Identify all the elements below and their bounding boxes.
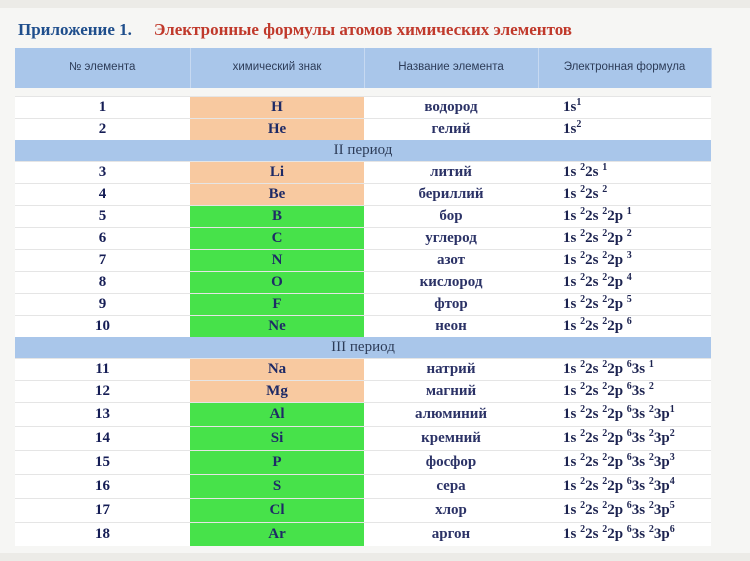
electron-formula <box>538 206 711 228</box>
orbital-label: 1s <box>563 361 581 377</box>
element-row <box>15 184 711 206</box>
electron-count: 2 <box>602 524 608 535</box>
element-row <box>15 451 711 475</box>
element-name: аргон <box>364 523 538 547</box>
electron-formula <box>538 228 711 250</box>
element-name: бор <box>364 206 538 228</box>
element-row <box>15 250 711 272</box>
electron-count: 2 <box>580 359 586 370</box>
orbital-label: 2s <box>585 186 603 202</box>
element-symbol: He <box>190 119 364 141</box>
spacer-row <box>15 88 711 97</box>
orbital-label: 2s <box>585 361 603 377</box>
electron-count: 4 <box>626 272 632 283</box>
orbital-label: 3p <box>653 526 670 542</box>
orbital-label: 3s <box>631 454 649 470</box>
electron-count: 2 <box>580 294 586 305</box>
element-symbol: Be <box>190 184 364 206</box>
element-number: 15 <box>15 451 190 475</box>
element-symbol: H <box>190 97 364 119</box>
electron-formula <box>538 184 711 206</box>
electron-count: 2 <box>580 452 586 463</box>
electron-count: 5 <box>669 500 675 511</box>
orbital-label: 1s <box>563 230 581 246</box>
element-name: алюминий <box>364 403 538 427</box>
element-name: водород <box>364 97 538 119</box>
orbital-label: 2s <box>585 252 603 268</box>
electron-count: 2 <box>580 272 586 283</box>
element-symbol: C <box>190 228 364 250</box>
element-number: 8 <box>15 272 190 294</box>
orbital-label: 2s <box>585 318 603 334</box>
orbital-label: 1s <box>563 454 581 470</box>
electron-formula <box>538 359 711 381</box>
electron-count: 1 <box>626 206 632 217</box>
orbital-label: 1s <box>563 99 577 115</box>
element-symbol: Mg <box>190 381 364 403</box>
element-name: хлор <box>364 499 538 523</box>
element-number: 5 <box>15 206 190 228</box>
electron-count: 2 <box>602 404 608 415</box>
element-number: 18 <box>15 523 190 547</box>
orbital-label: 3s <box>631 430 649 446</box>
electron-count: 1 <box>576 97 582 108</box>
element-row <box>15 381 711 403</box>
electron-count: 2 <box>602 206 608 217</box>
orbital-label: 1s <box>563 208 581 224</box>
orbital-label: 1s <box>563 296 581 312</box>
orbital-label: 2s <box>585 208 603 224</box>
element-name: натрий <box>364 359 538 381</box>
orbital-label: 2s <box>585 478 603 494</box>
electron-count: 6 <box>626 428 632 439</box>
orbital-label: 3p <box>653 478 670 494</box>
electron-count: 2 <box>580 162 586 173</box>
orbital-label: 1s <box>563 526 581 542</box>
element-name: гелий <box>364 119 538 141</box>
electron-count: 2 <box>648 381 654 392</box>
element-name: кремний <box>364 427 538 451</box>
electron-count: 2 <box>602 184 608 195</box>
electron-count: 4 <box>669 476 675 487</box>
orbital-label: 2p <box>607 296 627 312</box>
table-body <box>15 88 711 546</box>
electron-count: 6 <box>626 381 632 392</box>
orbital-label: 1s <box>563 252 581 268</box>
orbital-label: 2s <box>585 526 603 542</box>
electron-count: 6 <box>626 500 632 511</box>
orbital-label: 2p <box>607 383 627 399</box>
element-symbol: S <box>190 475 364 499</box>
electron-count: 2 <box>580 404 586 415</box>
electron-count: 6 <box>626 476 632 487</box>
element-symbol: B <box>190 206 364 228</box>
electron-formula <box>538 294 711 316</box>
electron-count: 2 <box>580 500 586 511</box>
electron-count: 2 <box>580 316 586 327</box>
element-symbol: F <box>190 294 364 316</box>
orbital-label: 2p <box>607 230 627 246</box>
element-row <box>15 427 711 451</box>
element-number: 16 <box>15 475 190 499</box>
orbital-label: 2s <box>585 454 603 470</box>
electron-count: 2 <box>602 476 608 487</box>
electron-formula <box>538 427 711 451</box>
title-text: Электронные формулы атомов химических элементов <box>153 20 572 39</box>
orbital-label: 2s <box>585 406 603 422</box>
orbital-label: 1s <box>563 502 581 518</box>
header-formula: Электронная формула <box>538 48 711 88</box>
orbital-label: 3p <box>653 406 670 422</box>
orbital-label: 3p <box>653 430 670 446</box>
orbital-label: 1s <box>563 406 581 422</box>
orbital-label: 1s <box>563 186 581 202</box>
element-row <box>15 316 711 338</box>
orbital-label: 2p <box>607 208 627 224</box>
electron-count: 2 <box>648 404 654 415</box>
orbital-label: 3s <box>631 406 649 422</box>
element-symbol: Ar <box>190 523 364 547</box>
element-number: 9 <box>15 294 190 316</box>
element-number: 12 <box>15 381 190 403</box>
electron-count: 1 <box>669 404 675 415</box>
orbital-label: 3s <box>631 526 649 542</box>
electron-count: 6 <box>669 524 675 535</box>
element-name: углерод <box>364 228 538 250</box>
element-number: 13 <box>15 403 190 427</box>
electron-formula <box>538 97 711 119</box>
electron-count: 2 <box>648 524 654 535</box>
electron-count: 2 <box>602 228 608 239</box>
orbital-label: 2p <box>607 318 627 334</box>
electron-count: 2 <box>648 452 654 463</box>
electron-count: 2 <box>602 359 608 370</box>
orbital-label: 2p <box>607 478 627 494</box>
electron-count: 2 <box>648 428 654 439</box>
orbital-label: 2p <box>607 430 627 446</box>
electron-count: 2 <box>580 381 586 392</box>
spacer-cell <box>15 88 711 97</box>
orbital-label: 2s <box>585 230 603 246</box>
orbital-label: 1s <box>563 478 581 494</box>
header-row <box>15 48 711 88</box>
period-row <box>15 337 711 359</box>
element-name: литий <box>364 162 538 184</box>
electron-count: 2 <box>580 428 586 439</box>
element-symbol: Ne <box>190 316 364 338</box>
orbital-label: 3s <box>631 383 649 399</box>
electron-count: 2 <box>602 316 608 327</box>
orbital-label: 1s <box>563 164 581 180</box>
element-name: сера <box>364 475 538 499</box>
element-number: 4 <box>15 184 190 206</box>
electron-formula <box>538 162 711 184</box>
element-symbol: Si <box>190 427 364 451</box>
orbital-label: 2p <box>607 526 627 542</box>
electron-count: 2 <box>602 428 608 439</box>
title-prefix: Приложение 1. <box>18 20 132 39</box>
orbital-label: 2p <box>607 454 627 470</box>
element-name: бериллий <box>364 184 538 206</box>
electron-count: 2 <box>580 476 586 487</box>
element-name: кислород <box>364 272 538 294</box>
element-number: 1 <box>15 97 190 119</box>
electron-count: 1 <box>648 359 654 370</box>
electron-count: 2 <box>669 428 675 439</box>
electron-count: 2 <box>602 381 608 392</box>
element-name: магний <box>364 381 538 403</box>
element-symbol: P <box>190 451 364 475</box>
element-symbol: Cl <box>190 499 364 523</box>
period-label: II период <box>15 140 711 162</box>
electron-formula <box>538 119 711 141</box>
element-row <box>15 403 711 427</box>
element-number: 10 <box>15 316 190 338</box>
electron-formula <box>538 451 711 475</box>
electron-count: 6 <box>626 524 632 535</box>
element-number: 3 <box>15 162 190 184</box>
electron-count: 2 <box>580 184 586 195</box>
electron-count: 5 <box>626 294 632 305</box>
element-number: 6 <box>15 228 190 250</box>
orbital-label: 3s <box>631 478 649 494</box>
header-symbol: химический знак <box>190 48 364 88</box>
element-row <box>15 475 711 499</box>
orbital-label: 3p <box>653 502 670 518</box>
element-row <box>15 499 711 523</box>
orbital-label: 1s <box>563 121 577 137</box>
electron-formula <box>538 316 711 338</box>
element-name: азот <box>364 250 538 272</box>
orbital-label: 2s <box>585 502 603 518</box>
element-row <box>15 294 711 316</box>
electron-count: 2 <box>602 294 608 305</box>
electron-count: 2 <box>602 452 608 463</box>
electron-count: 2 <box>576 119 582 130</box>
orbital-label: 2p <box>607 361 627 377</box>
electron-count: 2 <box>648 500 654 511</box>
electron-count: 2 <box>580 206 586 217</box>
electron-formula <box>538 272 711 294</box>
orbital-label: 3p <box>653 454 670 470</box>
element-symbol: Li <box>190 162 364 184</box>
electron-count: 2 <box>580 250 586 261</box>
orbital-label: 2s <box>585 383 603 399</box>
orbital-label: 3s <box>631 361 649 377</box>
element-symbol: O <box>190 272 364 294</box>
element-row <box>15 228 711 250</box>
electron-formula <box>538 523 711 547</box>
element-row <box>15 206 711 228</box>
electron-formula <box>538 403 711 427</box>
element-row <box>15 523 711 547</box>
electron-formula <box>538 250 711 272</box>
electron-count: 2 <box>602 500 608 511</box>
orbital-label: 2p <box>607 406 627 422</box>
orbital-label: 2p <box>607 502 627 518</box>
electron-formula-table <box>15 48 711 546</box>
period-row <box>15 140 711 162</box>
electron-count: 6 <box>626 404 632 415</box>
electron-formula <box>538 381 711 403</box>
orbital-label: 1s <box>563 383 581 399</box>
orbital-label: 2p <box>607 252 627 268</box>
electron-formula <box>538 499 711 523</box>
orbital-label: 1s <box>563 430 581 446</box>
element-row <box>15 272 711 294</box>
element-number: 11 <box>15 359 190 381</box>
electron-count: 2 <box>626 228 632 239</box>
element-symbol: Al <box>190 403 364 427</box>
element-row <box>15 119 711 141</box>
electron-count: 2 <box>602 272 608 283</box>
element-number: 7 <box>15 250 190 272</box>
electron-count: 6 <box>626 359 632 370</box>
page-title <box>18 20 572 40</box>
electron-count: 2 <box>648 476 654 487</box>
period-label: III период <box>15 337 711 359</box>
element-name: фосфор <box>364 451 538 475</box>
orbital-label: 2s <box>585 296 603 312</box>
orbital-label: 1s <box>563 274 581 290</box>
orbital-label: 2p <box>607 274 627 290</box>
element-name: фтор <box>364 294 538 316</box>
element-symbol: Na <box>190 359 364 381</box>
element-number: 17 <box>15 499 190 523</box>
element-number: 14 <box>15 427 190 451</box>
header-name: Название элемента <box>364 48 538 88</box>
orbital-label: 2s <box>585 274 603 290</box>
electron-count: 2 <box>602 250 608 261</box>
element-row <box>15 97 711 119</box>
header-number: № элемента <box>15 48 190 88</box>
electron-count: 1 <box>602 162 608 173</box>
electron-count: 3 <box>669 452 675 463</box>
electron-count: 6 <box>626 316 632 327</box>
electron-count: 3 <box>626 250 632 261</box>
orbital-label: 1s <box>563 318 581 334</box>
electron-count: 6 <box>626 452 632 463</box>
electron-count: 2 <box>580 228 586 239</box>
element-symbol: N <box>190 250 364 272</box>
orbital-label: 2s <box>585 164 603 180</box>
element-row <box>15 162 711 184</box>
element-row <box>15 359 711 381</box>
element-name: неон <box>364 316 538 338</box>
orbital-label: 3s <box>631 502 649 518</box>
electron-formula <box>538 475 711 499</box>
electron-count: 2 <box>580 524 586 535</box>
orbital-label: 2s <box>585 430 603 446</box>
element-number: 2 <box>15 119 190 141</box>
